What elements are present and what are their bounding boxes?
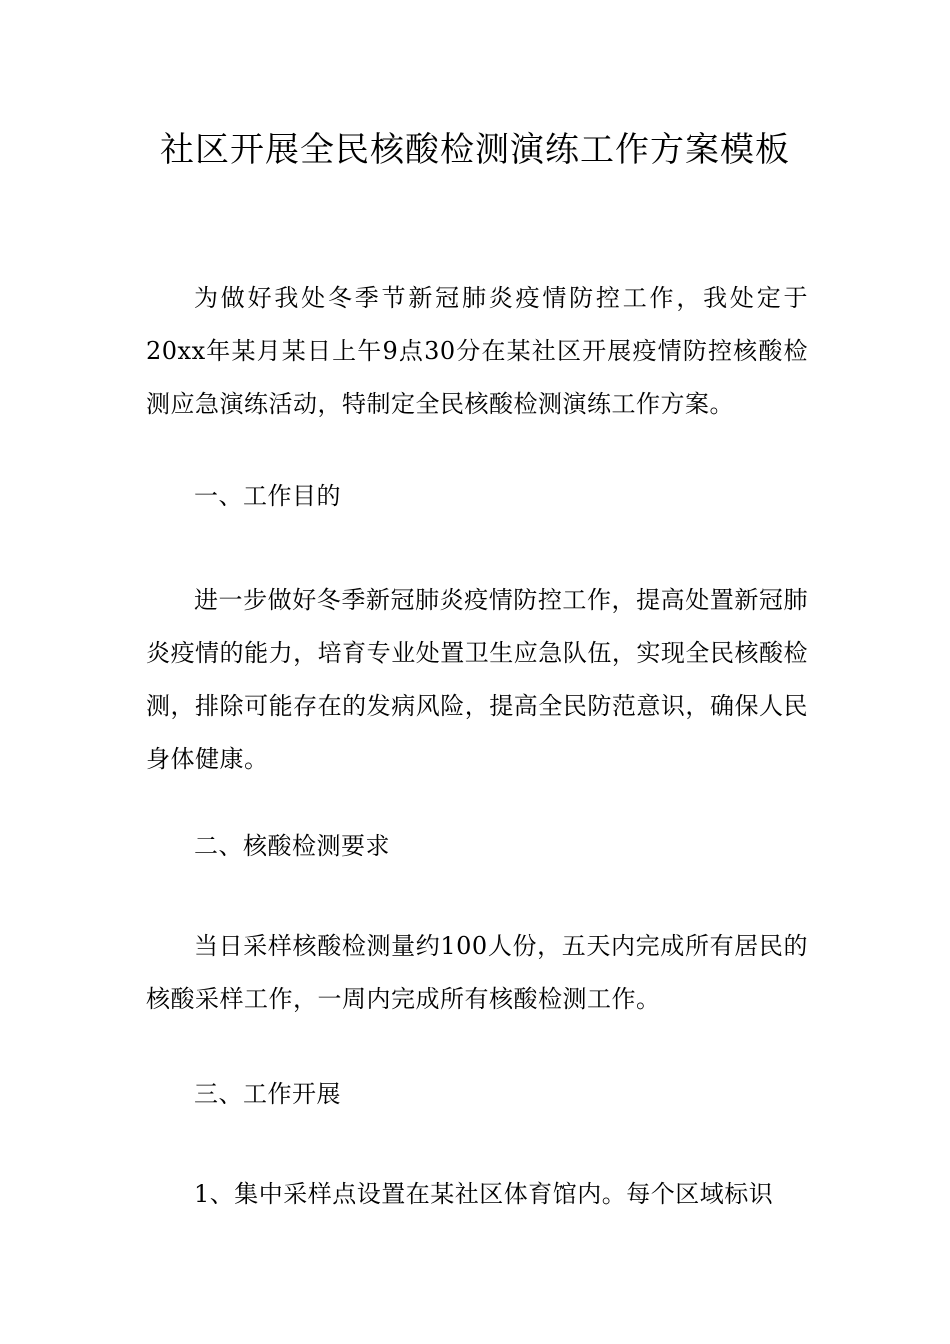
purpose-paragraph: 进一步做好冬季新冠肺炎疫情防控工作，提高处置新冠肺炎疫情的能力，培育专业处置卫生应急队伍，实现全民核酸检测，排除可能存在的发病风险，提高全民防范意识，确保人民身体健康。: [146, 586, 808, 773]
section-heading-work: 三、工作开展: [194, 1080, 341, 1108]
section-heading-requirements: 二、核酸检测要求: [194, 832, 390, 860]
intro-paragraph: 为做好我处冬季节新冠肺炎疫情防控工作，我处定于20xx年某月某日上午9点30分在某社区开展疫情防控核酸检测应急演练活动，特制定全民核酸检测演练工作方案。: [146, 284, 808, 418]
section-heading-purpose: 一、工作目的: [194, 482, 341, 510]
document-title: 社区开展全民核酸检测演练工作方案模板: [160, 130, 790, 170]
work-item-1: 1、集中采样点设置在某社区体育馆内。每个区域标识: [194, 1180, 774, 1208]
requirements-paragraph: 当日采样核酸检测量约100人份，五天内完成所有居民的核酸采样工作，一周内完成所有核酸检测工作。: [146, 932, 808, 1013]
